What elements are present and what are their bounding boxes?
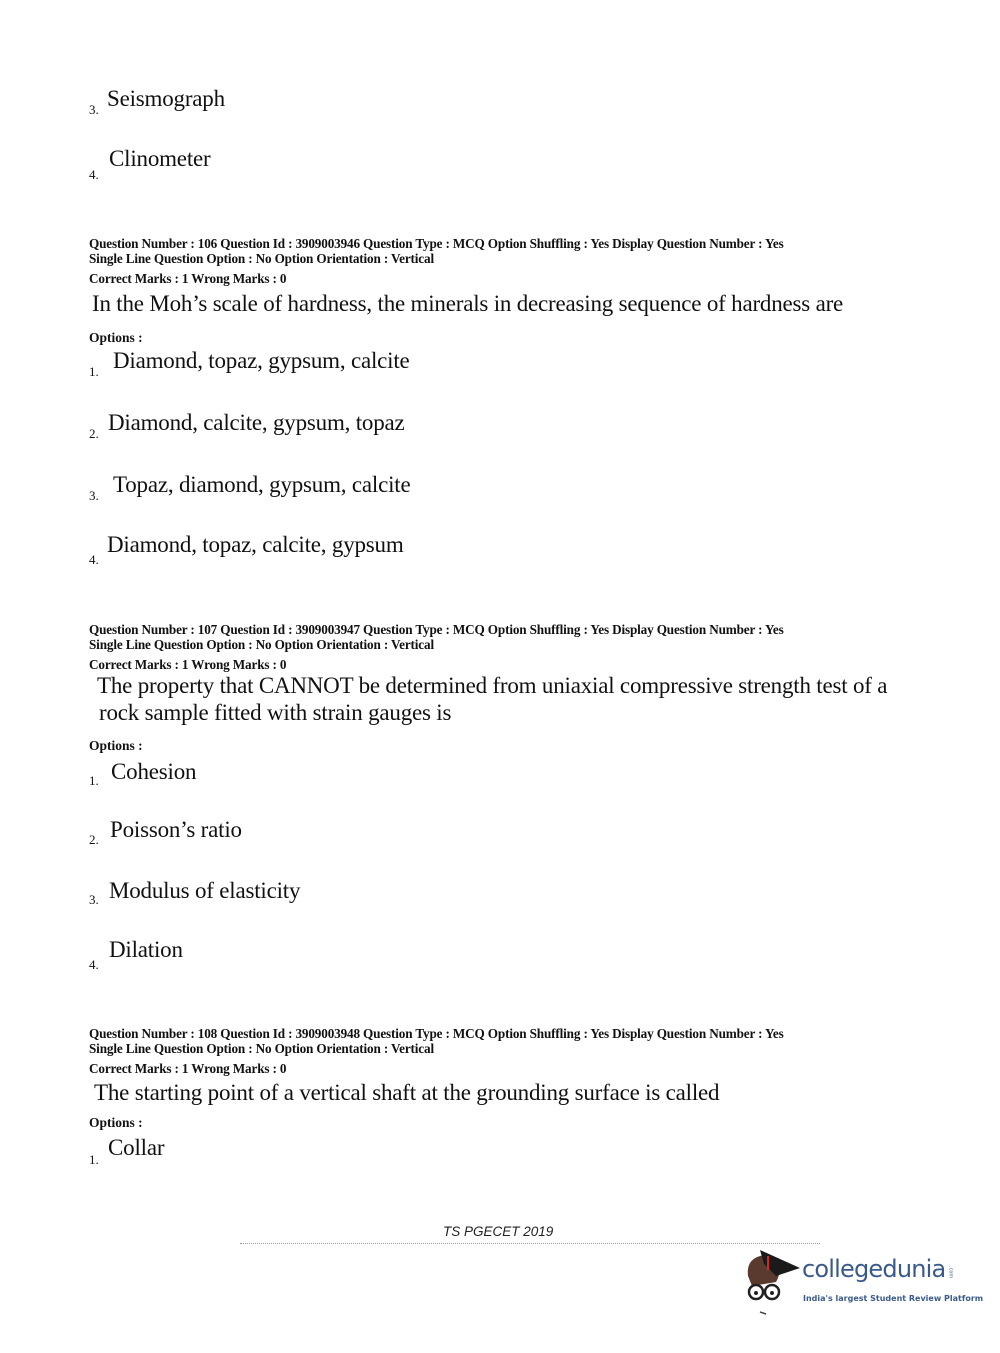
option-text: Cohesion: [111, 759, 197, 784]
option-number: 3.: [89, 488, 99, 503]
options-label: Options :: [89, 1115, 143, 1130]
question-marks: Correct Marks : 1 Wrong Marks : 0: [89, 657, 287, 672]
option-text: Diamond, calcite, gypsum, topaz: [108, 410, 405, 435]
option-number: 4.: [89, 167, 99, 182]
option-text: Modulus of elasticity: [109, 878, 301, 903]
logo-wordmark-row: [802, 1254, 953, 1284]
option-number: 1.: [89, 364, 99, 379]
option-text: Diamond, topaz, gypsum, calcite: [113, 348, 410, 373]
option-number: 4.: [89, 957, 99, 972]
option-number: 1.: [89, 773, 99, 788]
option-text: Collar: [108, 1135, 165, 1160]
question-marks: Correct Marks : 1 Wrong Marks : 0: [89, 1061, 287, 1076]
question-text: In the Moh’s scale of hardness, the minerals in decreasing sequence of hardness are: [92, 291, 844, 316]
collegedunia-logo: [742, 1246, 982, 1316]
footer-exam-name: TS PGECET 2019: [443, 1224, 554, 1239]
question-meta: Question Number : 108 Question Id : 3909003948 Question Type : MCQ Option Shuffling : Yes Display Question Number : Yes: [89, 1026, 784, 1041]
option-text: Topaz, diamond, gypsum, calcite: [113, 472, 411, 497]
option-number: 2.: [89, 426, 99, 441]
question-marks: Correct Marks : 1 Wrong Marks : 0: [89, 271, 287, 286]
options-label: Options :: [89, 330, 143, 345]
question-text: The property that CANNOT be determined from uniaxial compressive strength test of a: [97, 673, 888, 698]
option-number: 3.: [89, 892, 99, 907]
question-meta: Question Number : 107 Question Id : 3909003947 Question Type : MCQ Option Shuffling : Yes Display Question Number : Yes: [89, 622, 784, 637]
option-text: Poisson’s ratio: [110, 817, 242, 842]
options-label: Options :: [89, 738, 143, 753]
option-number: 3.: [89, 102, 99, 117]
option-text: Diamond, topaz, calcite, gypsum: [107, 532, 404, 557]
option-number: 4.: [89, 552, 99, 567]
question-text: The starting point of a vertical shaft at the grounding surface is called: [94, 1080, 720, 1105]
question-meta: Single Line Question Option : No Option Orientation : Vertical: [89, 251, 434, 266]
option-number: 1.: [89, 1152, 99, 1167]
option-text: Seismograph: [107, 86, 225, 111]
logo-wordmark: collegedunia: [802, 1255, 946, 1283]
question-meta: Single Line Question Option : No Option Orientation : Vertical: [89, 637, 434, 652]
option-text: Dilation: [109, 937, 183, 962]
question-meta: Question Number : 106 Question Id : 3909003946 Question Type : MCQ Option Shuffling : Yes Display Question Number : Yes: [89, 236, 784, 251]
question-text: rock sample fitted with strain gauges is: [99, 700, 452, 725]
footer-divider: [240, 1243, 820, 1244]
mascot-icon: [742, 1246, 802, 1316]
logo-tagline: India's largest Student Review Platform: [803, 1294, 984, 1303]
logo-suffix: .com: [947, 1266, 954, 1279]
question-meta: Single Line Question Option : No Option Orientation : Vertical: [89, 1041, 434, 1056]
option-text: Clinometer: [109, 146, 211, 171]
option-number: 2.: [89, 832, 99, 847]
